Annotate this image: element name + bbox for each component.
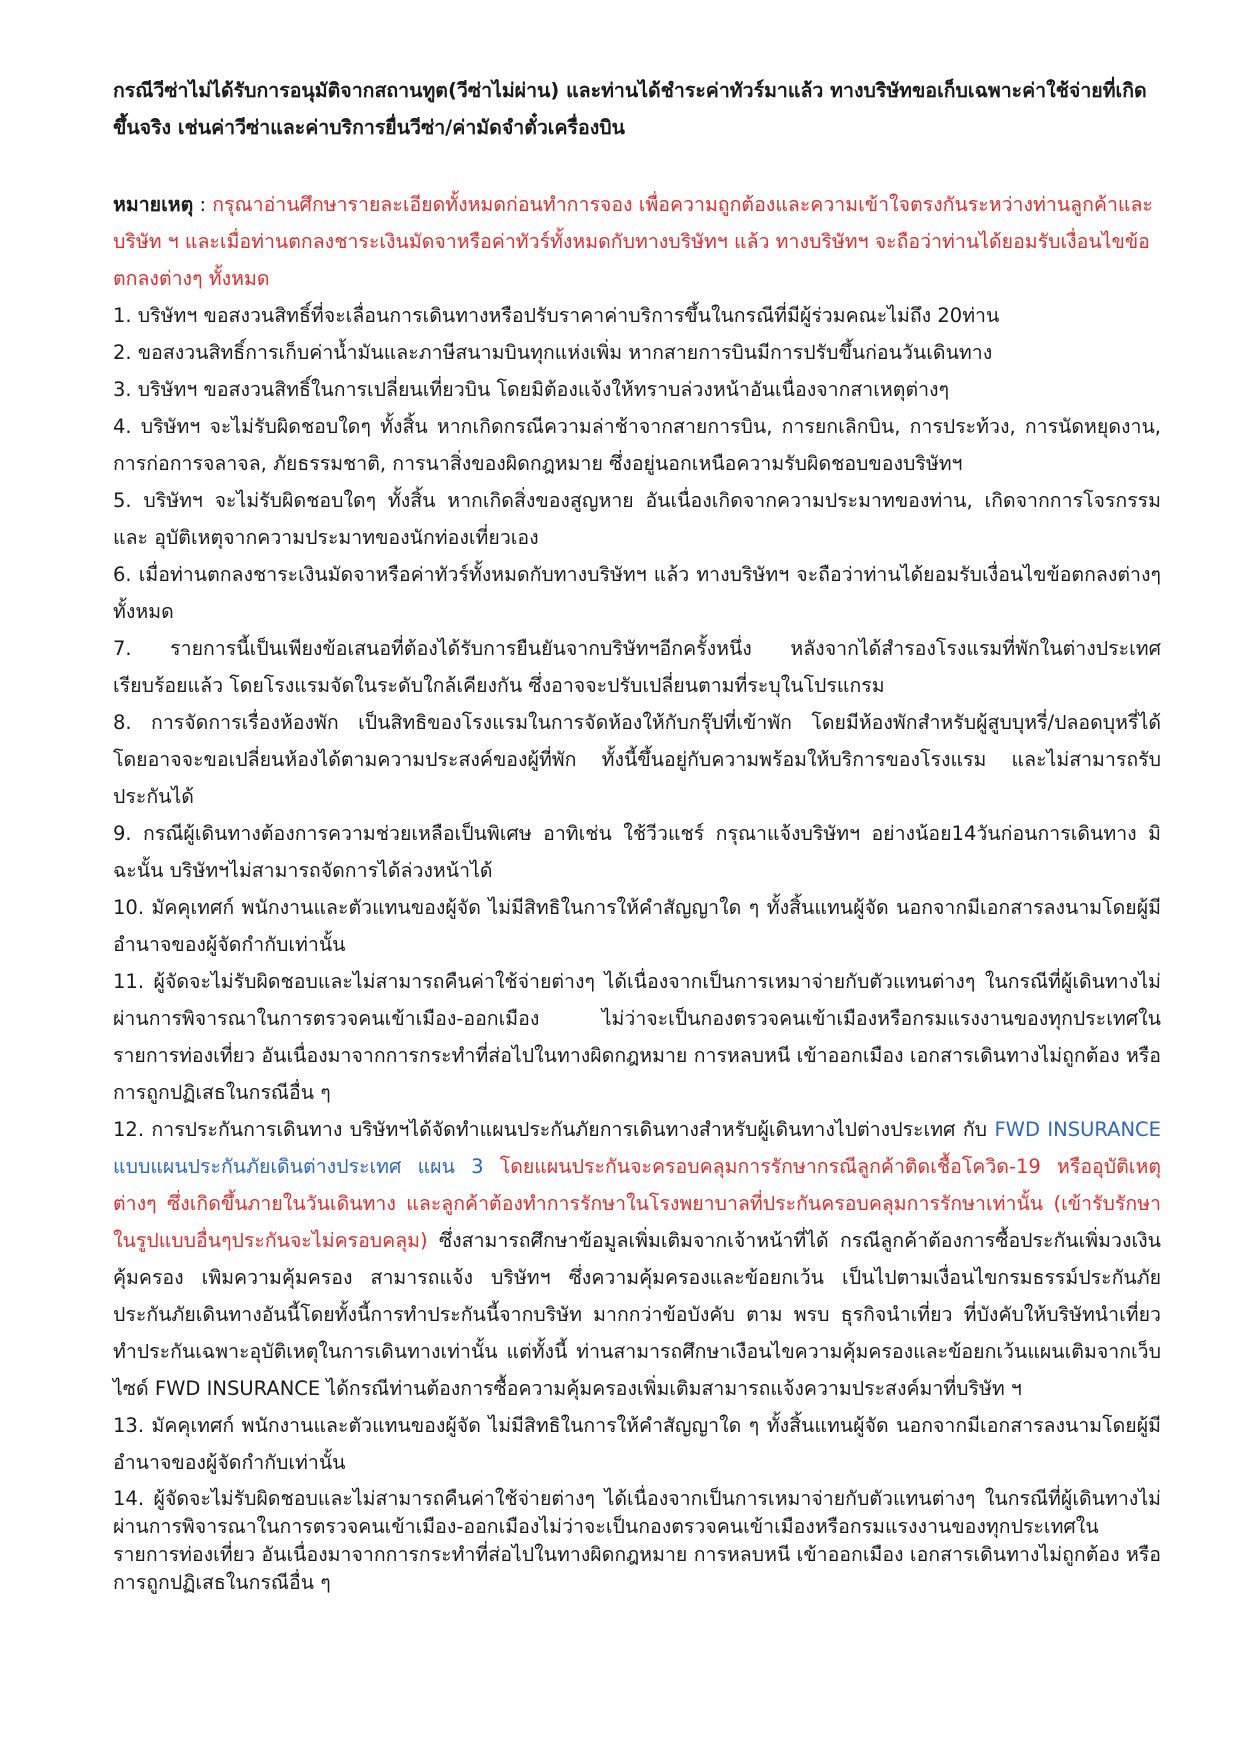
insurance-plan-name: FWD INSURANCE แบบแผนประกันภัยเดินต่างประเทศ แผน 3 bbox=[113, 1118, 1161, 1178]
condition-item-5: 5. บริษัทฯ จะไม่รับผิดชอบใดๆ ทั้งสิ้น หากเกิดสิ่งของสูญหาย อันเนื่องเกิดจากความประมาทของท่าน, เกิดจากการโจรกรรม และ อุบัติเหตุจากความประมาทของนักท่องเที่ยวเอง bbox=[113, 489, 1161, 549]
conditions-list bbox=[113, 297, 1161, 1597]
condition-item-1: 1. บริษัทฯ ขอสงวนสิทธิ์ที่จะเลื่อนการเดินทางหรือปรับราคาค่าบริการขึ้นในกรณีที่มีผู้ร่วมคณะไม่ถึง 20ท่าน bbox=[113, 304, 1000, 327]
note-separator: : bbox=[193, 193, 213, 216]
condition-item-4: 4. บริษัทฯ จะไม่รับผิดชอบใดๆ ทั้งสิ้น หากเกิดกรณีความล่าช้าจากสายการบิน, การยกเลิกบิน, การประท้วง, การนัดหยุดงาน, การก่อการจลาจล, ภัยธรรมชาติ, การนาสิ่งของผิดกฎหมาย ซึ่งอยู่นอกเหนือความรับผิดชอบของบริษัทฯ bbox=[113, 415, 1161, 475]
note-paragraph bbox=[113, 186, 1161, 297]
condition-item-7: 7. รายการนี้เป็นเพียงข้อเสนอที่ต้องได้รับการยืนยันจากบริษัทฯอีกครั้งหนึ่ง หลังจากได้สำรองโรงแรมที่พักในต่างประเทศเรียบร้อยแล้ว โดยโรงแรมจัดในระดับใกล้เคียงกัน ซึ่งอาจจะปรับเปลี่ยนตามที่ระบุในโปรแกรม bbox=[113, 637, 1161, 697]
condition-item-14: 14. ผู้จัดจะไม่รับผิดชอบและไม่สามารถคืนค่าใช้จ่ายต่างๆ ได้เนื่องจากเป็นการเหมาจ่ายกับตัวแทนต่างๆ ในกรณีที่ผู้เดินทางไม่ผ่านการพิจารณาในการตรวจคนเข้าเมือง-ออกเมืองไม่ว่าจะเป็นกองตรวจคนเข้าเมืองหรือกรมแรงงานของทุกประเทศในรายการท่องเที่ยว อันเนื่องมาจากการกระทำที่ส่อไปในทางผิดกฎหมาย การหลบหนี เข้าออกเมือง เอกสารเดินทางไม่ถูกต้อง หรือ การถูกปฏิเสธในกรณีอื่น ๆ bbox=[113, 1487, 1161, 1594]
condition-item-9: 9. กรณีผู้เดินทางต้องการความช่วยเหลือเป็นพิเศษ อาทิเช่น ใช้วีวแชร์ กรุณาแจ้งบริษัทฯ อย่างน้อย14วันก่อนการเดินทาง มิฉะนั้น บริษัทฯไม่สามารถจัดการได้ล่วงหน้าได้ bbox=[113, 822, 1161, 882]
condition-item-6: 6. เมื่อท่านตกลงชาระเงินมัดจาหรือค่าทัวร์ทั้งหมดกับทางบริษัทฯ แล้ว ทางบริษัทฯ จะถือว่าท่านได้ยอมรับเงื่อนไขข้อตกลงต่างๆ ทั้งหมด bbox=[113, 563, 1161, 623]
condition-item-13: 13. มัคคุเทศก์ พนักงานและตัวแทนของผู้จัด ไม่มีสิทธิในการให้คำสัญญาใด ๆ ทั้งสิ้นแทนผู้จัด นอกจากมีเอกสารลงนามโดยผู้มีอำนาจของผู้จัดกำกับเท่านั้น bbox=[113, 1414, 1161, 1474]
condition-item-2: 2. ขอสงวนสิทธิ์การเก็บค่าน้ำมันและภาษีสนามบินทุกแห่งเพิ่ม หากสายการบินมีการปรับขึ้นก่อนวันเดินทาง bbox=[113, 341, 993, 364]
document-page bbox=[113, 72, 1161, 1597]
visa-refusal-paragraph: กรณีวีซ่าไม่ได้รับการอนุมัติจากสถานทูต(วีซ่าไม่ผ่าน) และท่านได้ชำระค่าทัวร์มาแล้ว ทางบริษัทขอเก็บเฉพาะค่าใช้จ่ายที่เกิดขึ้นจริง เช่นค่าวีซ่าและค่าบริการยื่นวีซ่า/ค่ามัดจำตั๋วเครื่องบิน bbox=[113, 79, 1147, 139]
insurance-text-details: ซึ่งสามารถศึกษาข้อมูลเพิ่มเติมจากเจ้าหน้าที่ได้ กรณีลูกค้าต้องการซื้อประกันเพิ่มวงเงินคุ้มครอง เพิมความคุ้มครอง สามารถแจ้ง บริษัทฯ ซึ่งความคุ้มครองและข้อยกเว้น เป็นไปตามเงื่อนไขกรมธรรม์ประกันภัย ประกันภัยเดินทางอันนี้โดยทั้งนี้การทำประกันนี้จากบริษัท มากกว่าข้อบังคับ ตาม พรบ ธุรกิจนำเที่ยว ที่บังคับให้บริษัทนำเที่ยว ทำประกันเฉพาะอุบัติเหตุในการเดินทางเท่านั้น แต่ทั้งนี้ ท่านสามารถศึกษาเงือนไขความคุ้มครองและข้อยกเว้นแผนเติมจากเว็บไซด์ FWD INSURANCE ได้กรณีท่านต้องการซื้อความคุ้มครองเพิ่มเติมสามารถแจ้งความประสงค์มาที่บริษัท ฯ bbox=[113, 1229, 1161, 1400]
note-text: กรุณาอ่านศึกษารายละเอียดทั้งหมดก่อนทำการจอง เพื่อความถูกต้องและความเข้าใจตรงกันระหว่างท่านลูกค้าและบริษัท ฯ และเมื่อท่านตกลงชาระเงินมัดจาหรือค่าทัวร์ทั้งหมดกับทางบริษัทฯ แล้ว ทางบริษัทฯ จะถือว่าท่านได้ยอมรับเงื่อนไขข้อตกลงต่างๆ ทั้งหมด bbox=[113, 193, 1153, 290]
condition-item-12 bbox=[113, 1111, 1161, 1407]
condition-item-8: 8. การจัดการเรื่องห้องพัก เป็นสิทธิของโรงแรมในการจัดห้องให้กับกรุ๊ปที่เข้าพัก โดยมีห้องพักสำหรับผู้สูบบุหรี่/ปลอดบุหรี่ได้ โดยอาจจะขอเปลี่ยนห้องได้ตามความประสงค์ของผู้ที่พัก ทั้งนี้ขึ้นอยู่กับความพร้อมให้บริการของโรงแรม และไม่สามารถรับประกันได้ bbox=[113, 711, 1161, 808]
condition-item-11: 11. ผู้จัดจะไม่รับผิดชอบและไม่สามารถคืนค่าใช้จ่ายต่างๆ ได้เนื่องจากเป็นการเหมาจ่ายกับตัวแทนต่างๆ ในกรณีที่ผู้เดินทางไม่ผ่านการพิจารณาในการตรวจคนเข้าเมือง-ออกเมือง ไม่ว่าจะเป็นกองตรวจคนเข้าเมืองหรือกรมแรงงานของทุกประเทศในรายการท่องเที่ยว อันเนื่องมาจากการกระทำที่ส่อไปในทางผิดกฎหมาย การหลบหนี เข้าออกเมือง เอกสารเดินทางไม่ถูกต้อง หรือ การถูกปฏิเสธในกรณีอื่น ๆ bbox=[113, 970, 1161, 1104]
note-label: หมายเหตุ bbox=[113, 193, 194, 216]
insurance-coverage-note: โดยแผนประกันจะครอบคลุมการรักษากรณีลูกค้าติดเชื้อโควิด-19 หรืออุบัติเหตุต่างๆ ซึ่งเกิดขึ้นภายในวันเดินทาง และลูกค้าต้องทำการรักษาในโรงพยาบาลที่ประกันครอบคลุมการรักษาเท่านั้น (เข้ารับรักษาในรูปแบบอื่นๆประกันจะไม่ครอบคลุม) bbox=[113, 1155, 1161, 1252]
insurance-text-intro: 12. การประกันการเดินทาง บริษัทฯได้จัดทำแผนประกันภัยการเดินทางสำหรับผู้เดินทางไปต่างประเทศ กับ bbox=[113, 1118, 995, 1141]
condition-item-3: 3. บริษัทฯ ขอสงวนสิทธิ์ในการเปลี่ยนเที่ยวบิน โดยมิต้องแจ้งให้ทราบล่วงหน้าอันเนื่องจากสาเหตุต่างๆ bbox=[113, 378, 950, 401]
condition-item-10: 10. มัคคุเทศก์ พนักงานและตัวแทนของผู้จัด ไม่มีสิทธิในการให้คำสัญญาใด ๆ ทั้งสิ้นแทนผู้จัด นอกจากมีเอกสารลงนามโดยผู้มีอำนาจของผู้จัดกำกับเท่านั้น bbox=[113, 896, 1161, 956]
